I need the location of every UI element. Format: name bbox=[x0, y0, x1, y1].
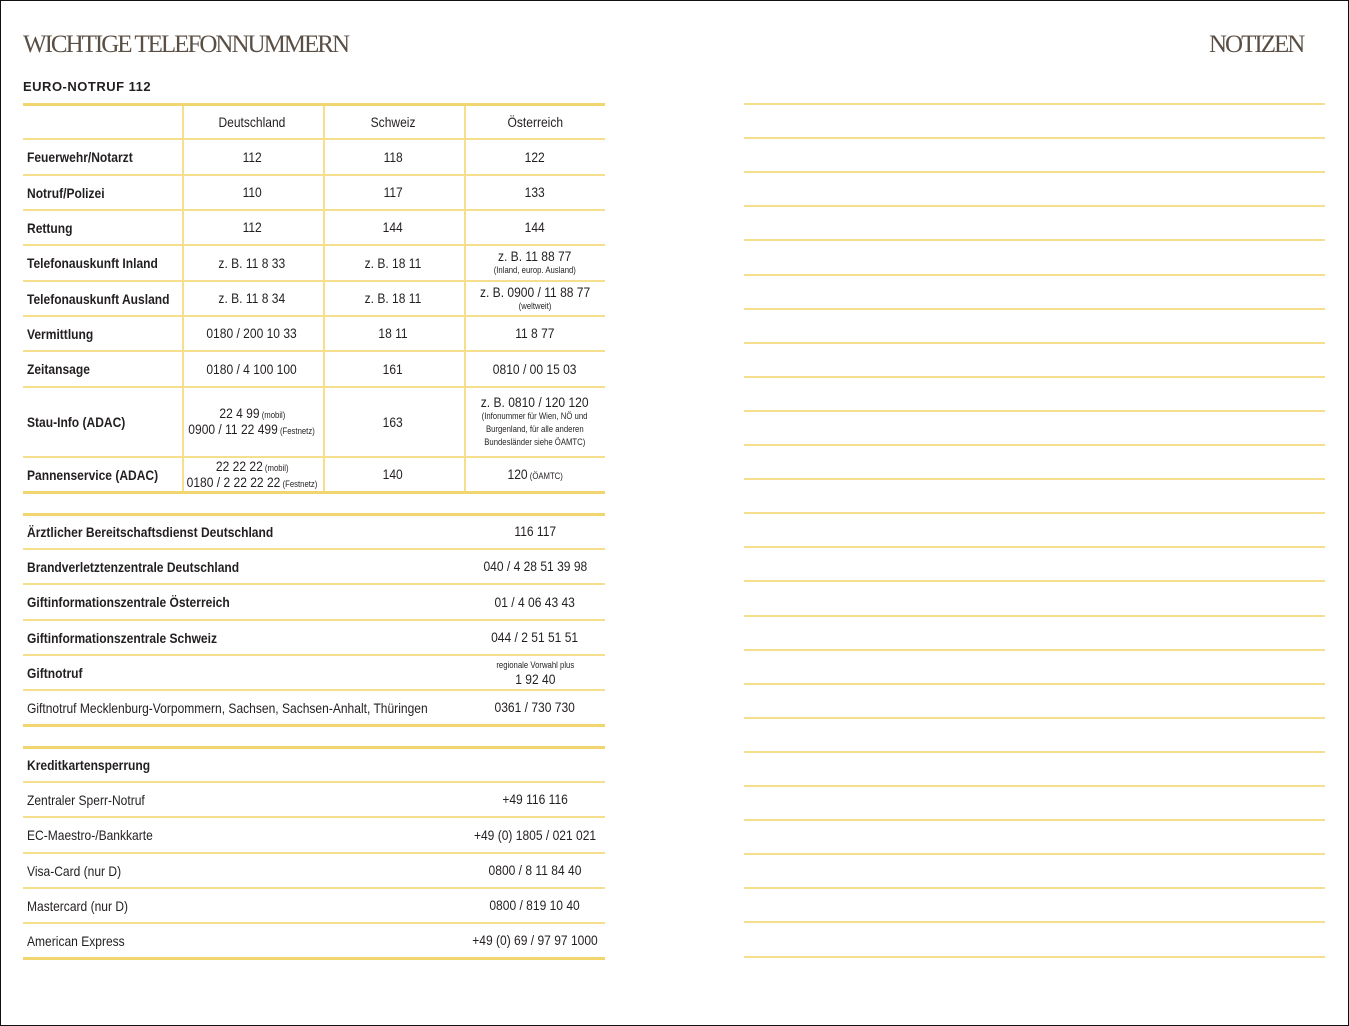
table-cell bbox=[183, 317, 321, 350]
service-label: Giftnotruf bbox=[27, 664, 83, 681]
table-cell bbox=[466, 352, 604, 386]
cell-text: +49 (0) 69 / 97 97 1000 bbox=[472, 932, 598, 948]
table-cell bbox=[324, 388, 462, 456]
row-label: Pannenservice (ADAC) bbox=[27, 466, 159, 483]
cell-text: 144 bbox=[524, 219, 546, 235]
card-label: Visa-Card (nur D) bbox=[27, 862, 122, 879]
note-line bbox=[744, 410, 1325, 412]
cell-text: Burgenland, für alle anderen bbox=[486, 424, 584, 434]
column-header bbox=[466, 106, 604, 138]
column-header bbox=[324, 106, 462, 138]
table-cell bbox=[183, 246, 321, 280]
table-cell bbox=[466, 458, 604, 491]
cell-text: z. B. 18 11 bbox=[364, 254, 422, 271]
page-title-left: WICHTIGE TELEFONNUMMERN bbox=[23, 31, 349, 58]
cell-text-part: (mobil) bbox=[262, 462, 289, 473]
cell-text: z. B. 11 8 33 bbox=[218, 254, 286, 271]
note-line bbox=[744, 853, 1325, 855]
cell-text bbox=[216, 459, 289, 475]
note-line bbox=[744, 819, 1325, 821]
cell-text-part: 22 4 99 bbox=[218, 405, 260, 421]
cell-text: (Infonummer für Wien, NÖ und bbox=[482, 411, 588, 421]
card-number bbox=[466, 783, 604, 816]
cell-text: 140 bbox=[382, 466, 404, 482]
cell-text-part: (Festnetz) bbox=[280, 478, 318, 489]
country-header: Deutschland bbox=[218, 113, 286, 130]
cell-text: 0180 / 4 100 100 bbox=[206, 360, 298, 377]
card-number bbox=[466, 854, 604, 887]
euro-notruf-heading: EURO-NOTRUF 112 bbox=[23, 79, 152, 94]
row-label: Zeitansage bbox=[27, 361, 90, 377]
cell-text: 112 bbox=[242, 219, 262, 235]
table-cell bbox=[324, 246, 462, 280]
service-number bbox=[466, 550, 604, 583]
row-label: Vermittlung bbox=[27, 325, 94, 342]
table-cell bbox=[183, 176, 321, 209]
cell-text: 040 / 4 28 51 39 98 bbox=[483, 558, 587, 574]
cell-text bbox=[189, 422, 315, 438]
card-number bbox=[466, 924, 604, 957]
cell-text: 0810 / 00 15 03 bbox=[493, 360, 577, 377]
cell-text: 161 bbox=[382, 360, 404, 377]
cell-text bbox=[219, 406, 285, 422]
cell-text: (Inland, europ. Ausland) bbox=[493, 265, 577, 275]
card-label: Zentraler Sperr-Notruf bbox=[27, 791, 145, 808]
cell-text: z. B. 0900 / 11 88 77 bbox=[479, 283, 591, 300]
cell-text-part: (mobil) bbox=[259, 410, 285, 420]
cell-text: 144 bbox=[382, 219, 404, 235]
table-cell bbox=[183, 140, 321, 174]
cell-text-part: 0180 / 2 22 22 22 bbox=[186, 473, 281, 490]
cell-text: z. B. 11 8 34 bbox=[218, 290, 286, 306]
note-line bbox=[744, 137, 1325, 139]
table-cell bbox=[183, 352, 321, 386]
cell-text-part: 0900 / 11 22 499 bbox=[188, 421, 279, 437]
cell-text: 0800 / 819 10 40 bbox=[489, 897, 581, 913]
service-number bbox=[466, 691, 604, 724]
table-cell bbox=[466, 282, 604, 315]
card-label: American Express bbox=[27, 932, 125, 949]
cell-text: 133 bbox=[524, 184, 546, 200]
table-rule bbox=[23, 746, 605, 749]
cell-text-part: (Festnetz) bbox=[278, 426, 316, 436]
note-line bbox=[744, 887, 1325, 889]
service-label: Ärztlicher Bereitschaftsdienst Deutschland bbox=[27, 523, 274, 540]
column-header bbox=[183, 106, 321, 138]
cell-text: 117 bbox=[383, 184, 403, 200]
cell-text: 0800 / 8 11 84 40 bbox=[488, 862, 582, 878]
row-label: Telefonauskunft Ausland bbox=[27, 290, 170, 307]
table-cell bbox=[466, 388, 604, 456]
cell-text: (weltweit) bbox=[518, 300, 552, 311]
card-label: Mastercard (nur D) bbox=[27, 897, 129, 914]
card-section-heading: Kreditkartensperrung bbox=[27, 756, 151, 773]
note-line bbox=[744, 956, 1325, 958]
table-cell bbox=[466, 211, 604, 244]
cell-text bbox=[187, 475, 318, 491]
note-line bbox=[744, 342, 1325, 344]
cell-text: 044 / 2 51 51 51 bbox=[491, 629, 579, 645]
note-line bbox=[744, 921, 1325, 923]
table-rule bbox=[23, 724, 605, 727]
service-label: Giftinformationszentrale Österreich bbox=[27, 594, 230, 610]
service-number bbox=[466, 621, 604, 654]
cell-text: z. B. 0810 / 120 120 bbox=[481, 394, 589, 410]
note-line bbox=[744, 512, 1325, 514]
note-line bbox=[744, 205, 1325, 207]
service-number bbox=[466, 515, 604, 548]
row-label: Feuerwehr/Notarzt bbox=[27, 149, 133, 165]
cell-text: 11 8 77 bbox=[515, 325, 555, 341]
service-label: Giftnotruf Mecklenburg-Vorpommern, Sachsen, Sachsen-Anhalt, Thüringen bbox=[27, 699, 428, 716]
table-cell bbox=[324, 317, 462, 350]
note-line bbox=[744, 444, 1325, 446]
table-cell bbox=[183, 282, 321, 315]
note-line bbox=[744, 683, 1325, 685]
table-cell bbox=[183, 388, 321, 456]
table-cell bbox=[324, 282, 462, 315]
note-line bbox=[744, 717, 1325, 719]
table-cell bbox=[324, 458, 462, 491]
cell-text: 0361 / 730 730 bbox=[494, 699, 576, 715]
note-line bbox=[744, 478, 1325, 480]
cell-text: z. B. 18 11 bbox=[364, 290, 422, 306]
table-cell bbox=[466, 140, 604, 174]
note-line bbox=[744, 239, 1325, 241]
table-rule bbox=[23, 957, 605, 960]
table-cell bbox=[183, 211, 321, 244]
note-line bbox=[744, 649, 1325, 651]
cell-text: Bundesländer siehe ÖAMTC) bbox=[484, 437, 586, 447]
cell-text: regionale Vorwahl plus bbox=[496, 659, 574, 670]
cell-text: z. B. 11 88 77 bbox=[498, 248, 572, 264]
service-label: Giftinformationszentrale Schweiz bbox=[27, 629, 218, 646]
note-line bbox=[744, 376, 1325, 378]
note-line bbox=[744, 308, 1325, 310]
table-cell bbox=[324, 352, 462, 386]
note-line bbox=[744, 274, 1325, 276]
row-label: Rettung bbox=[27, 219, 73, 236]
cell-text: 0180 / 200 10 33 bbox=[206, 325, 298, 341]
country-header: Schweiz bbox=[370, 113, 416, 130]
table-cell bbox=[466, 176, 604, 209]
cell-text: 122 bbox=[524, 148, 546, 165]
cell-text: 116 117 bbox=[514, 523, 556, 539]
cell-text: +49 116 116 bbox=[502, 791, 568, 807]
table-cell bbox=[324, 176, 462, 209]
row-label: Stau-Info (ADAC) bbox=[27, 414, 126, 430]
cell-text: 110 bbox=[242, 184, 262, 200]
table-cell bbox=[183, 458, 321, 491]
table-cell bbox=[324, 211, 462, 244]
service-number bbox=[466, 585, 604, 619]
cell-text-part: 120 bbox=[507, 465, 528, 482]
note-line bbox=[744, 615, 1325, 617]
cell-text: 118 bbox=[383, 148, 403, 165]
cell-text: 18 11 bbox=[378, 325, 408, 341]
card-number bbox=[466, 818, 604, 852]
note-line bbox=[744, 580, 1325, 582]
note-line bbox=[744, 171, 1325, 173]
country-header: Österreich bbox=[507, 113, 563, 130]
page-title-right: NOTIZEN bbox=[1209, 31, 1304, 58]
cell-text-part: (ÖAMTC) bbox=[527, 470, 563, 481]
cell-text: 1 92 40 bbox=[514, 670, 556, 687]
note-line bbox=[744, 785, 1325, 787]
note-line bbox=[744, 751, 1325, 753]
service-number bbox=[466, 656, 604, 689]
cell-text bbox=[507, 467, 562, 483]
card-label: EC-Maestro-/Bankkarte bbox=[27, 827, 153, 843]
note-line bbox=[744, 103, 1325, 105]
row-label: Telefonauskunft Inland bbox=[27, 255, 158, 271]
cell-text: +49 (0) 1805 / 021 021 bbox=[473, 826, 597, 843]
table-bottom-rule bbox=[23, 491, 605, 494]
cell-text: 112 bbox=[242, 148, 262, 165]
table-cell bbox=[466, 246, 604, 280]
cell-text: 01 / 4 06 43 43 bbox=[494, 593, 576, 610]
card-number bbox=[466, 889, 604, 922]
row-label: Notruf/Polizei bbox=[27, 184, 105, 201]
cell-text: 163 bbox=[382, 413, 404, 430]
note-line bbox=[744, 546, 1325, 548]
cell-text-part: 22 22 22 bbox=[215, 457, 263, 474]
service-label: Brandverletztenzentrale Deutschland bbox=[27, 558, 240, 575]
table-cell bbox=[466, 317, 604, 350]
table-cell bbox=[324, 140, 462, 174]
